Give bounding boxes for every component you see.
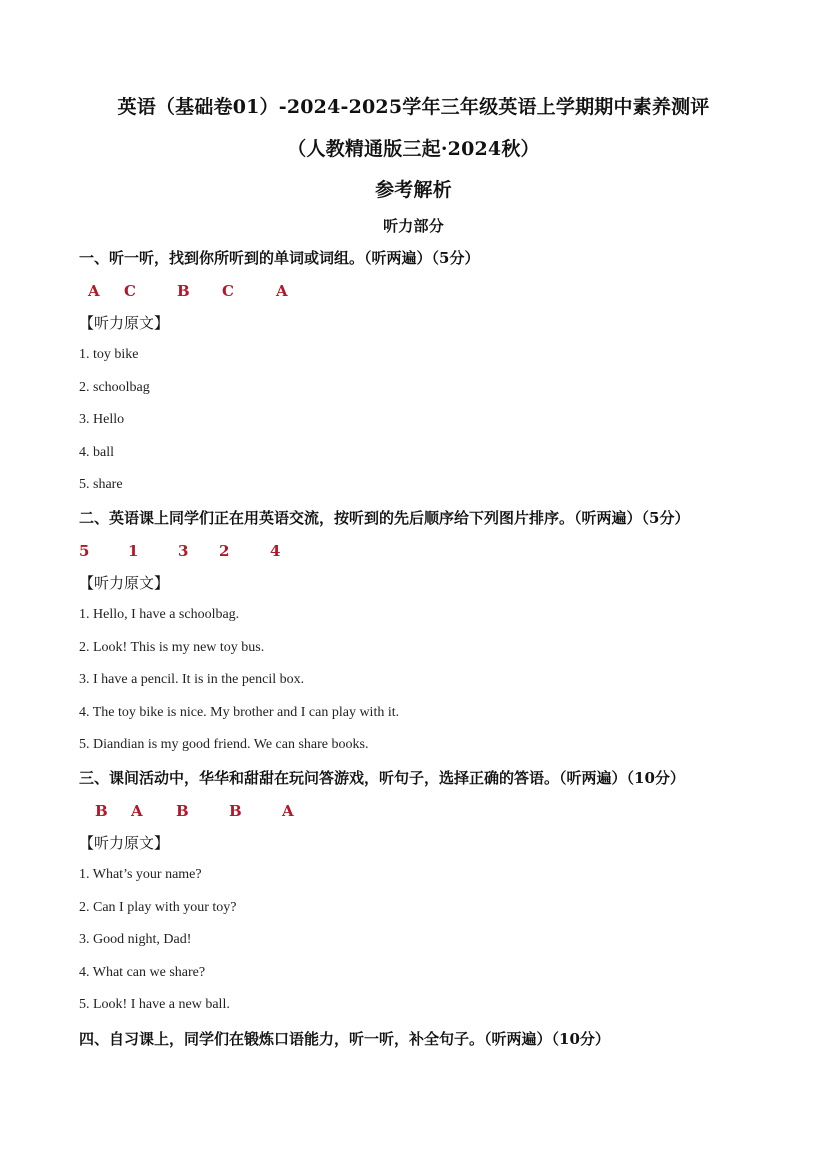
transcript-line: 4. What can we share? xyxy=(79,965,206,980)
transcript-line: 4. The toy bike is nice. My brother and I can play with it. xyxy=(79,705,400,720)
answer: C xyxy=(222,282,234,300)
document-title: 英语（基础卷01）-2024-2025学年三年级英语上学期期中素养测评 xyxy=(117,96,710,118)
answer: B xyxy=(176,802,189,820)
transcript-label: 【听力原文】 xyxy=(79,574,170,592)
transcript-line: 3. Good night, Dad! xyxy=(79,932,192,947)
transcript-label: 【听力原文】 xyxy=(79,834,170,852)
transcript-line: 5. Diandian is my good friend. We can share books. xyxy=(79,737,369,752)
transcript-line: 5. share xyxy=(79,477,123,492)
transcript-line: 5. Look! I have a new ball. xyxy=(79,997,230,1012)
answer: B xyxy=(95,802,108,820)
transcript-line: 4. ball xyxy=(79,445,114,460)
answer: B xyxy=(177,282,190,300)
section-3-heading: 三、课间活动中，华华和甜甜在玩问答游戏，听句子，选择正确的答语。（听两遍）（10分） xyxy=(79,769,685,787)
transcript-line: 1. Hello, I have a schoolbag. xyxy=(79,607,240,622)
transcript-label: 【听力原文】 xyxy=(79,314,170,332)
transcript-line: 1. What’s your name? xyxy=(79,867,202,882)
answer: 4 xyxy=(270,542,281,560)
answer: A xyxy=(131,802,143,820)
listening-section-title: 听力部分 xyxy=(383,217,444,235)
transcript-line: 2. Look! This is my new toy bus. xyxy=(79,640,265,655)
transcript-line: 2. Can I play with your toy? xyxy=(79,900,237,915)
answer: 1 xyxy=(128,542,139,560)
answer: B xyxy=(229,802,242,820)
transcript-line: 1. toy bike xyxy=(79,347,139,362)
answer: 5 xyxy=(79,542,90,560)
answer: A xyxy=(88,282,100,300)
transcript-line: 3. I have a pencil. It is in the pencil box. xyxy=(79,672,305,687)
answer: A xyxy=(276,282,288,300)
section-1-heading: 一、听一听，找到你所听到的单词或词组。（听两遍）（5分） xyxy=(79,249,480,267)
answer-key-title: 参考解析 xyxy=(375,179,452,201)
document-subtitle: （人教精通版三起·2024秋） xyxy=(287,138,540,160)
answer: 2 xyxy=(219,542,230,560)
transcript-line: 2. schoolbag xyxy=(79,380,150,395)
section-4-heading: 四、自习课上，同学们在锻炼口语能力，听一听，补全句子。（听两遍）（10分） xyxy=(79,1030,610,1048)
answer: 3 xyxy=(178,542,189,560)
section-2-heading: 二、英语课上同学们正在用英语交流，按听到的先后顺序给下列图片排序。（听两遍）（5分） xyxy=(79,509,690,527)
answer: A xyxy=(282,802,294,820)
answer: C xyxy=(124,282,136,300)
transcript-line: 3. Hello xyxy=(79,412,125,427)
